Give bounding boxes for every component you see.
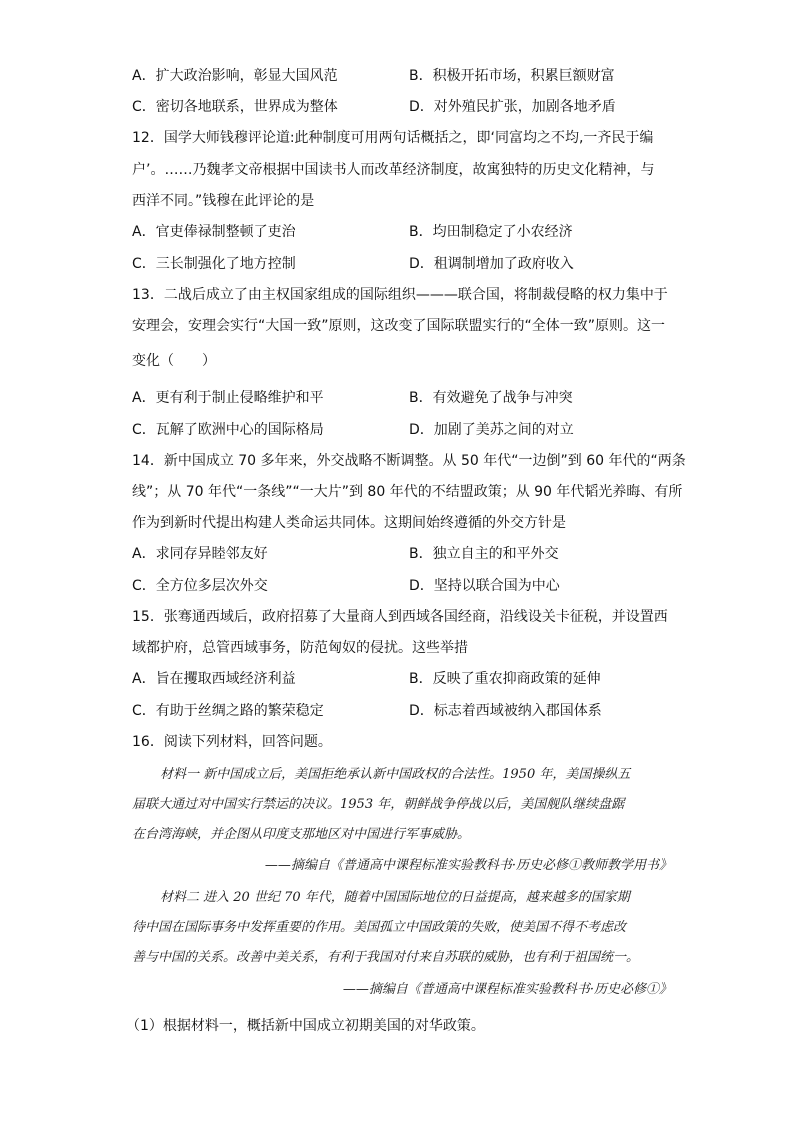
q11-option-a: A．扩大政治影响，彰显大国风范 xyxy=(132,68,338,84)
q14-stem-line1: 14．新中国成立 70 多年来，外交战略不断调整。从 50 年代“一边倒”到 60 年代的“两条 xyxy=(132,453,686,469)
q11-option-c: C．密切各地联系，世界成为整体 xyxy=(132,99,338,115)
q12-stem-line1: 12．国学大师钱穆评论道:此种制度可用两句话概括之，即‘同富均之不均,一齐民于编 xyxy=(132,130,654,146)
material-2-line2: 待中国在国际事务中发挥重要的作用。美国孤立中国政策的失败，使美国不得不考虑改 xyxy=(132,920,627,935)
q13-option-d: D．加剧了美苏之间的对立 xyxy=(409,422,574,438)
q14-option-b: B．独立自主的和平外交 xyxy=(409,546,559,562)
q15-stem-line2: 域都护府，总管西域事务，防范匈奴的侵扰。这些举措 xyxy=(132,640,468,656)
q13-option-b: B．有效避免了战争与冲突 xyxy=(409,390,573,406)
q16-intro: 16．阅读下列材料，回答问题。 xyxy=(132,734,332,750)
q13-stem-line2: 安理会，安理会实行“大国一致”原则，这改变了国际联盟实行的“全体一致”原则。这一 xyxy=(132,318,666,334)
q15-stem-line1: 15．张骞通西域后，政府招募了大量商人到西域各国经商，沿线设关卡征税，并设置西 xyxy=(132,609,668,625)
q12-option-b: B．均田制稳定了小农经济 xyxy=(409,224,573,240)
q11-option-b: B．积极开拓市场，积累巨额财富 xyxy=(409,68,615,84)
q14-option-d: D．坚持以联合国为中心 xyxy=(409,578,560,594)
q12-stem-line2: 户’。……乃魏孝文帝根据中国读书人而改革经济制度，故寓独特的历史文化精神，与 xyxy=(132,162,655,178)
q14-option-c: C．全方位多层次外交 xyxy=(132,578,268,594)
material-1-source: ——摘编自《普通高中课程标准实验教科书·历史必修①教师教学用书》 xyxy=(264,858,672,873)
q15-option-c: C．有助于丝绸之路的繁荣稳定 xyxy=(132,703,324,719)
material-1-line2: 届联大通过对中国实行禁运的决议。1953 年，朝鲜战争停战以后，美国舰队继续盘踞 xyxy=(132,797,625,812)
q12-option-d: D．租调制增加了政府收入 xyxy=(409,256,574,272)
q13-option-c: C．瓦解了欧洲中心的国际格局 xyxy=(132,422,324,438)
q11-option-d: D．对外殖民扩张，加剧各地矛盾 xyxy=(409,99,616,115)
material-1-line1: 材料一 新中国成立后，美国拒绝承认新中国政权的合法性。1950 年，美国操纵五 xyxy=(160,767,631,782)
q13-stem-line1: 13．二战后成立了由主权国家组成的国际组织———联合国，将制裁侵略的权力集中于 xyxy=(132,287,668,303)
q15-option-a: A．旨在攫取西域经济利益 xyxy=(132,671,296,687)
q12-stem-line3: 西洋不同。”钱穆在此评论的是 xyxy=(132,193,315,209)
q15-option-b: B．反映了重农抑商政策的延伸 xyxy=(409,671,601,687)
q13-option-a: A．更有利于制止侵略维护和平 xyxy=(132,390,324,406)
material-2-line1: 材料二 进入 20 世纪 70 年代，随着中国国际地位的日益提高，越来越多的国家期 xyxy=(160,890,630,905)
material-2-source: ——摘编自《普通高中课程标准实验教科书·历史必修①》 xyxy=(342,982,672,997)
q12-option-c: C．三长制强化了地方控制 xyxy=(132,256,296,272)
material-2-line3: 善与中国的关系。改善中美关系，有利于我国对付来自苏联的威胁，也有利于祖国统一。 xyxy=(132,950,640,965)
material-1-line3: 在台湾海峡，并企图从印度支那地区对中国进行军事威胁。 xyxy=(132,827,471,842)
q16-subquestion-1: （1）根据材料一，概括新中国成立初期美国的对华政策。 xyxy=(126,1018,485,1034)
q15-option-d: D．标志着西域被纳入郡国体系 xyxy=(409,703,602,719)
q14-option-a: A．求同存异睦邻友好 xyxy=(132,546,268,562)
q14-stem-line3: 作为到新时代提出构建人类命运共同体。这期间始终遵循的外交方针是 xyxy=(132,515,566,531)
q13-stem-line3: 变化（ ） xyxy=(132,353,216,369)
q12-option-a: A．官吏俸禄制整顿了吏治 xyxy=(132,224,296,240)
q14-stem-line2: 线”；从 70 年代“一条线”“一大片”到 80 年代的不结盟政策；从 90 年代韬光养晦、有所 xyxy=(132,484,683,500)
